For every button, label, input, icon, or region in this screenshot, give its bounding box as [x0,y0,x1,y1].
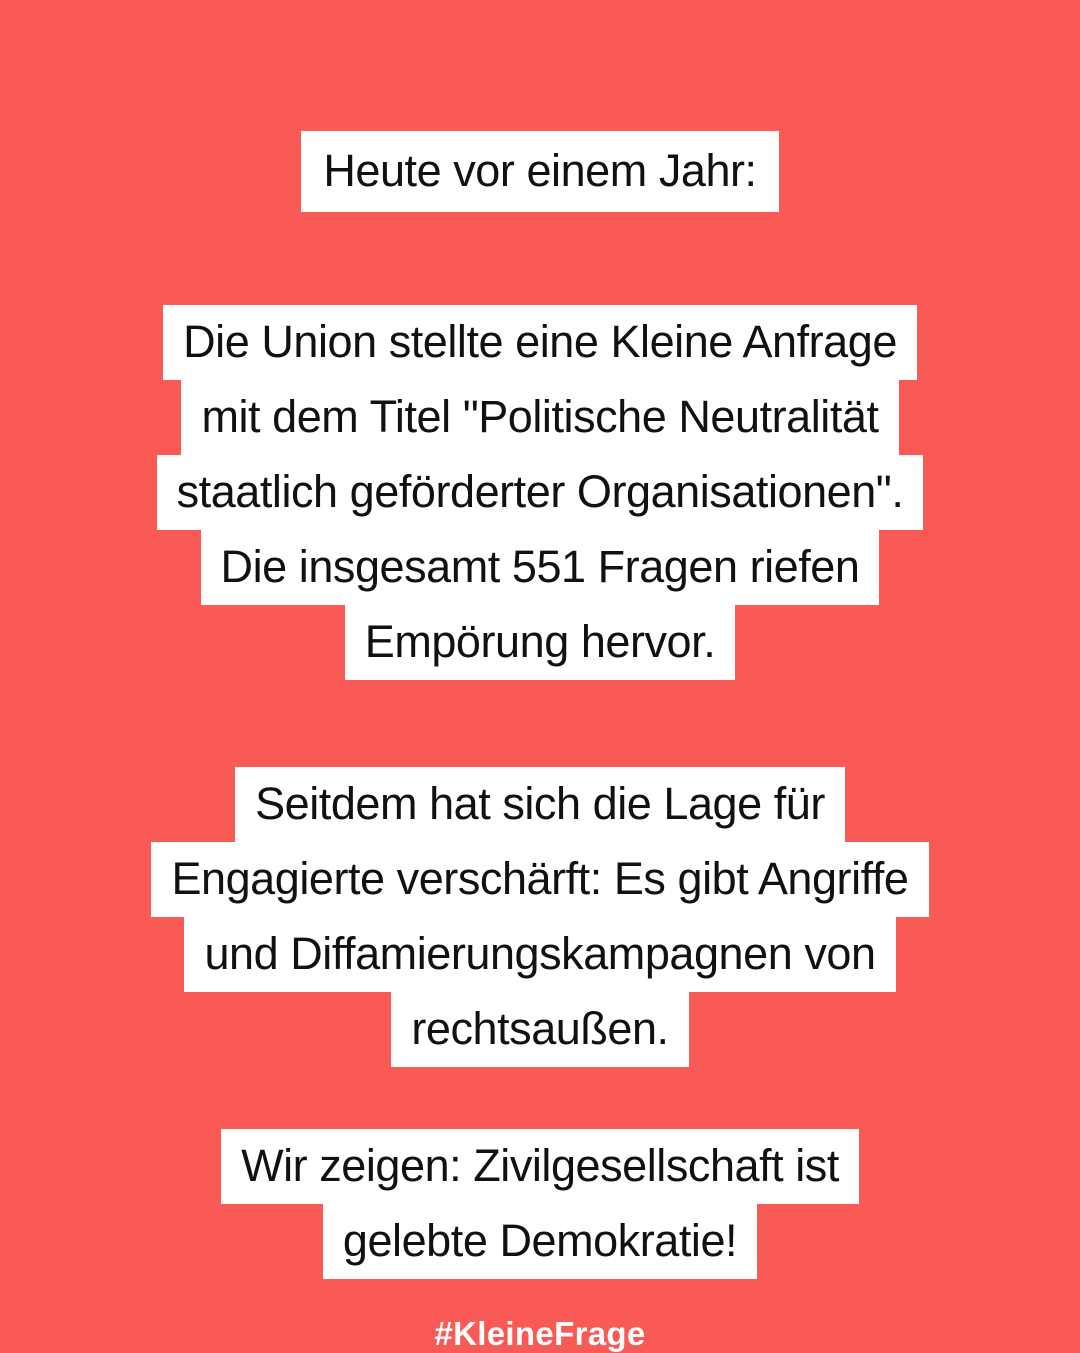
headline-block [0,131,1080,212]
hashtag-label: #KleineFrage [434,1315,646,1352]
headline-line: Heute vor einem Jahr: [301,131,778,212]
paragraph-2-line: und Diffamierungskampagnen von [184,917,895,992]
paragraph-2-line: Seitdem hat sich die Lage für [235,767,845,842]
paragraph-3-line: gelebte Demokratie! [323,1204,757,1279]
paragraph-3-block [0,1129,1080,1279]
paragraph-1-line: staatlich geförderter Organisationen". [157,455,924,530]
paragraph-1-line: mit dem Titel "Politische Neutralität [181,380,898,455]
paragraph-1-line: Die insgesamt 551 Fragen riefen [201,530,880,605]
paragraph-3-line: Wir zeigen: Zivilgesellschaft ist [221,1129,859,1204]
paragraph-1-block [0,305,1080,680]
paragraph-2-line: Engagierte verschärft: Es gibt Angriffe [151,842,928,917]
paragraph-1-line: Die Union stellte eine Kleine Anfrage [163,305,917,380]
paragraph-2-line: rechtsaußen. [391,992,688,1067]
paragraph-2-block [0,767,1080,1067]
paragraph-1-line: Empörung hervor. [345,605,736,680]
